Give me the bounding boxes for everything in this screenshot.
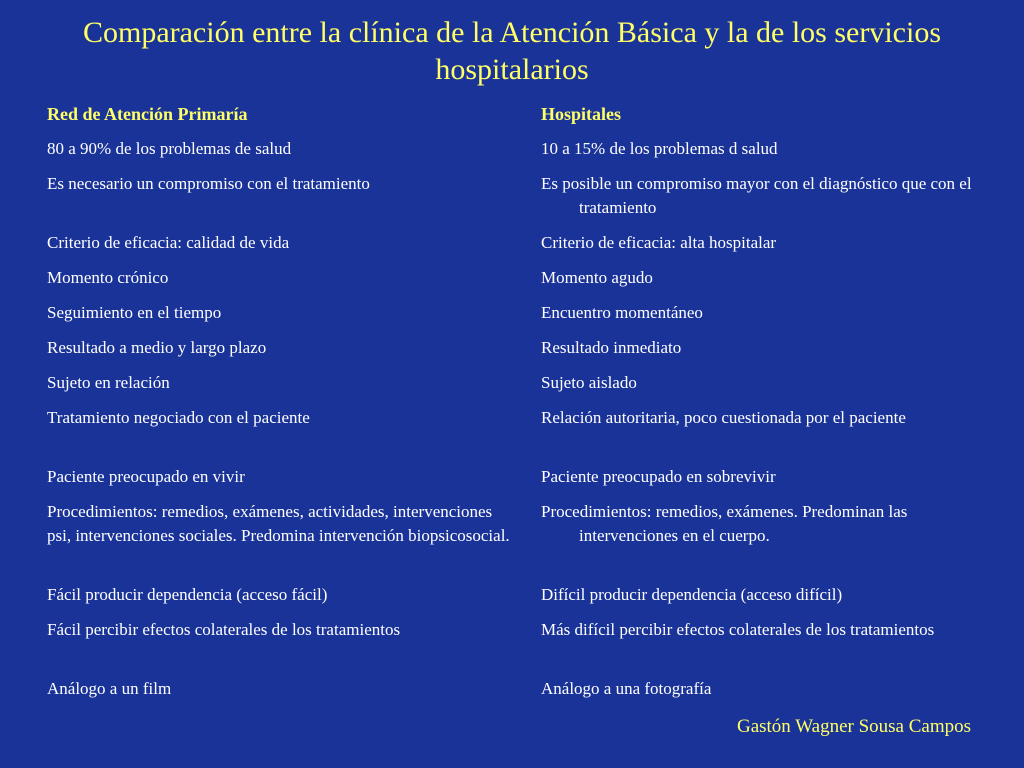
slide-title: Comparación entre la clínica de la Atención Básica y la de los servicios hospitalarios (82, 16, 942, 86)
comparison-cell: Análogo a una fotografía (541, 679, 712, 698)
comparison-cell: Fácil producir dependencia (acceso fácil) (47, 585, 328, 604)
comparison-cell: Procedimientos: remedios, exámenes, actividades, intervenciones psi, intervenciones sociales. Predomina intervención biopsicosocial. (47, 502, 510, 545)
comparison-cell: Criterio de eficacia: calidad de vida (47, 233, 290, 252)
comparison-cell: Sujeto en relación (47, 373, 170, 392)
comparison-cell: 80 a 90% de los problemas de salud (47, 139, 292, 158)
hospitals-column (541, 102, 981, 712)
comparison-cell: Resultado a medio y largo plazo (47, 338, 267, 357)
comparison-cell: Difícil producir dependencia (acceso difícil) (541, 585, 843, 604)
comparison-cell: Análogo a un film (47, 679, 172, 698)
comparison-cell: Procedimientos: remedios, exámenes. Predominan las intervenciones en el cuerpo. (541, 502, 908, 545)
comparison-cell: Es necesario un compromiso con el tratamiento (47, 174, 370, 193)
comparison-cell: Seguimiento en el tiempo (47, 303, 222, 322)
hospitals-header: Hospitales (541, 104, 622, 124)
comparison-cell: Paciente preocupado en vivir (47, 467, 245, 486)
primary-care-header: Red de Atención Primaría (47, 104, 248, 124)
comparison-cell: Resultado inmediato (541, 338, 682, 357)
comparison-cell: Más difícil percibir efectos colaterales de los tratamientos (541, 620, 935, 639)
comparison-cell: Fácil percibir efectos colaterales de los tratamientos (47, 620, 401, 639)
comparison-cell: Sujeto aislado (541, 373, 637, 392)
comparison-cell: Momento agudo (541, 268, 653, 287)
comparison-cell: Es posible un compromiso mayor con el diagnóstico que con el tratamiento (541, 174, 972, 217)
comparison-cell: Paciente preocupado en sobrevivir (541, 467, 776, 486)
author-credit: Gastón Wagner Sousa Campos (736, 716, 971, 737)
primary-care-column (47, 102, 517, 712)
comparison-cell: Tratamiento negociado con el paciente (47, 408, 310, 427)
comparison-cell: 10 a 15% de los problemas d salud (541, 139, 778, 158)
comparison-cell: Encuentro momentáneo (541, 303, 703, 322)
comparison-cell: Momento crónico (47, 268, 169, 287)
comparison-cell: Criterio de eficacia: alta hospitalar (541, 233, 777, 252)
comparison-cell: Relación autoritaria, poco cuestionada por el paciente (541, 408, 906, 427)
